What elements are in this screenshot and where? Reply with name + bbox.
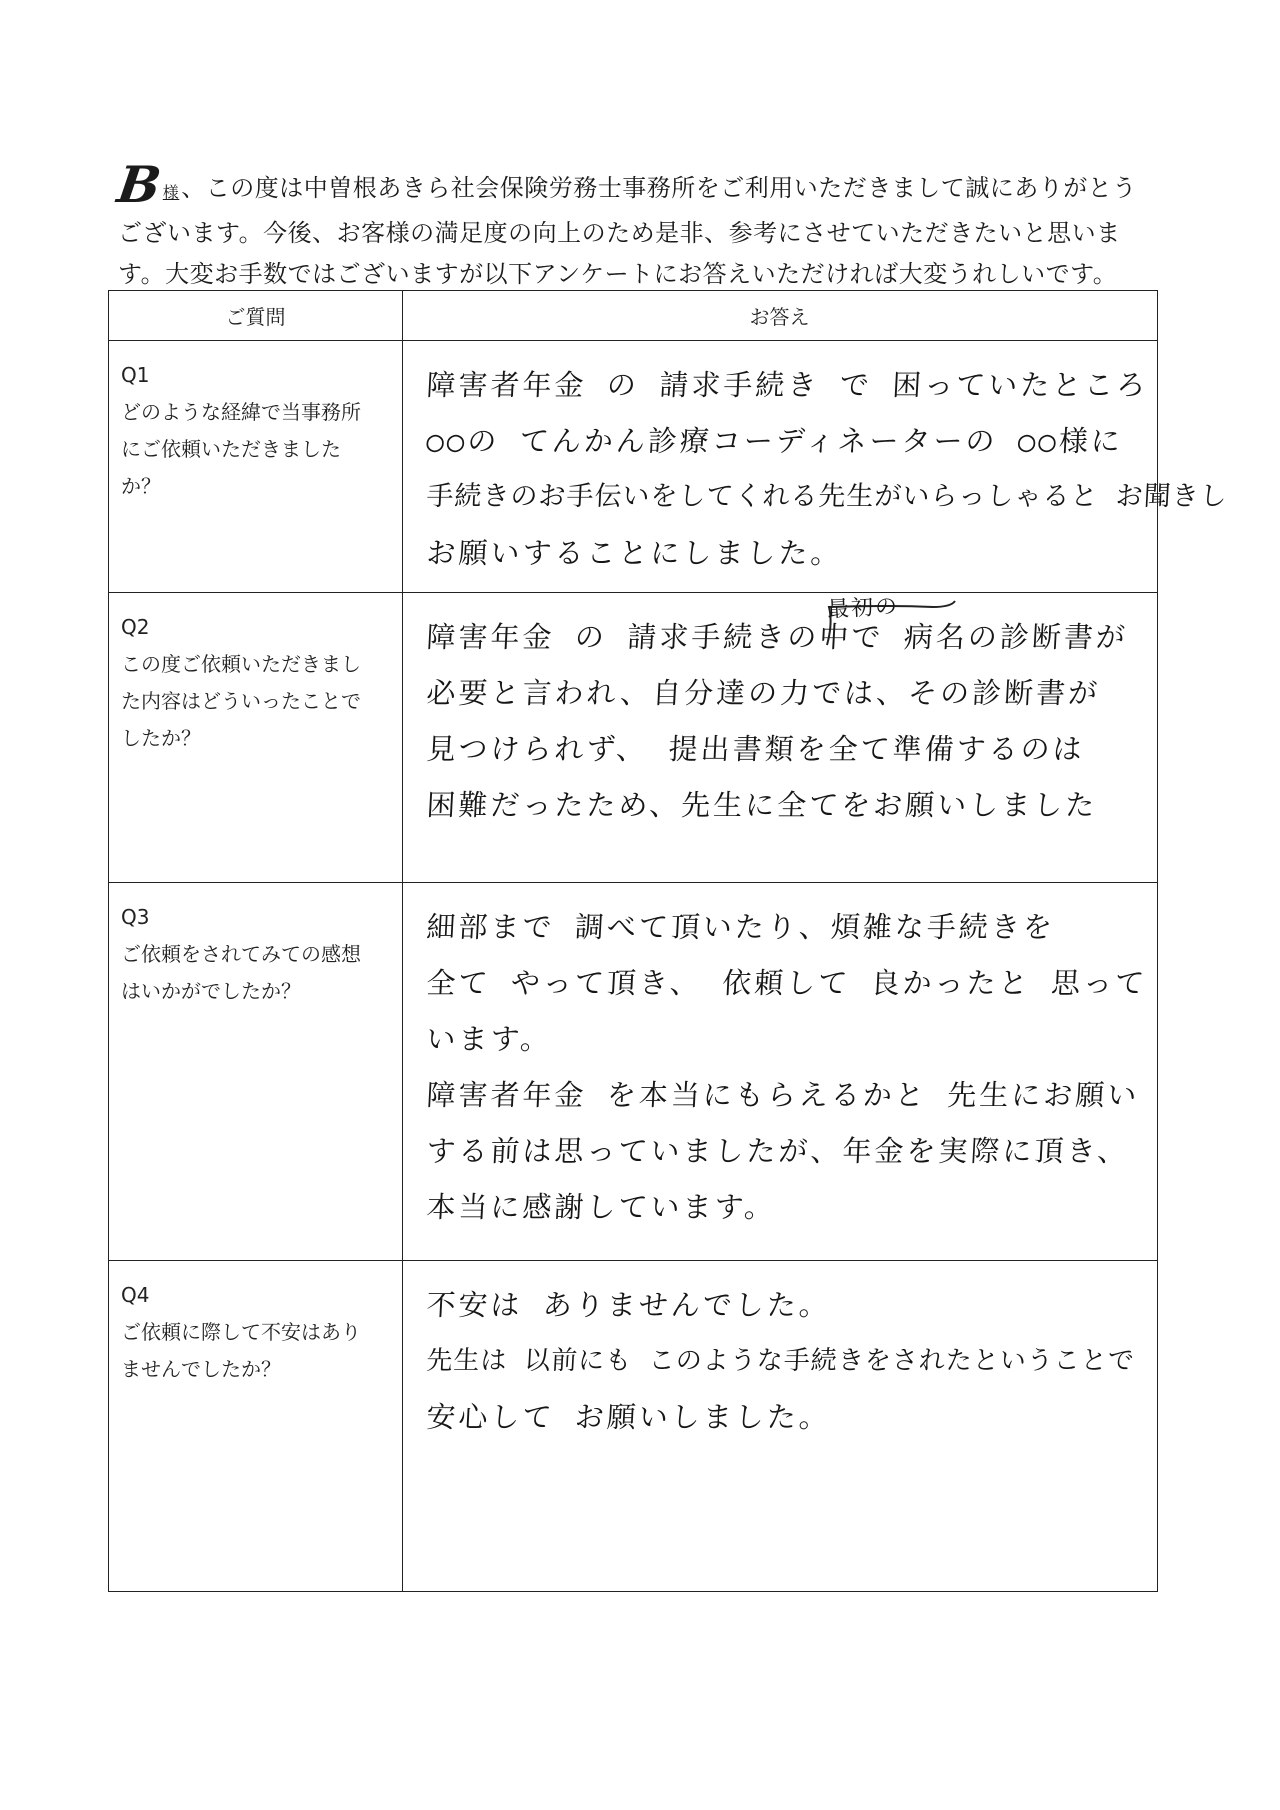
- qa-row-q3: [109, 883, 1157, 1261]
- answer-line: 細部まで 調べて頂いたり、煩雑な手続きを: [425, 910, 1056, 944]
- question-text: この度ご依頼いただきまし た内容はどういったことで したか？: [121, 652, 361, 750]
- honorific: 様: [162, 183, 180, 202]
- answer-line: する前は思っていましたが、年金を実際に頂き、: [425, 1134, 1131, 1168]
- question-text: ご依頼をされてみての感想 はいかがでしたか？: [121, 942, 361, 1003]
- question-cell: [121, 357, 396, 505]
- question-text: ご依頼に際して不安はあり ませんでしたか？: [121, 1320, 361, 1381]
- qa-table: [108, 290, 1229, 1592]
- question-text: どのような経緯で当事務所 にご依頼いただきました か？: [121, 400, 361, 498]
- answer-cell: [425, 899, 1147, 1235]
- intro-line-1: [113, 155, 1138, 214]
- answer-line: 障害者年金 の 請求手続き で 困っていたところ: [425, 368, 1150, 402]
- answer-line: ○○の てんかん診療コーディネーターの ○○様に: [425, 424, 1124, 458]
- answer-line: お願いすることにしました。: [425, 536, 844, 570]
- answer-line: 見つけられず、 提出書類を全て準備するのは: [425, 732, 1086, 766]
- header-question: ご質問: [225, 305, 286, 329]
- answer-line: 先生は 以前にも このような手続きをされたということで: [425, 1346, 1136, 1376]
- answer-line: います。: [425, 1022, 554, 1056]
- answer-line: 困難だったため、先生に全てをお願いしました: [425, 788, 1099, 822]
- question-number: Q4: [121, 1283, 150, 1307]
- qa-row-q1: [109, 341, 1229, 593]
- answer-line: 障害者年金 を本当にもらえるかと 先生にお願い: [425, 1078, 1141, 1112]
- question-number: Q1: [121, 363, 150, 387]
- answer-line: 本当に感謝しています。: [425, 1190, 778, 1224]
- customer-initial: B: [113, 155, 165, 214]
- question-cell: [121, 1277, 396, 1388]
- question-cell: [121, 609, 396, 757]
- qa-row-q4: [109, 1261, 1157, 1593]
- qa-row-q2: [109, 593, 1157, 883]
- answer-line: 必要と言われ、自分達の力では、その診断書が: [425, 676, 1102, 710]
- answer-line: 安心して お願いしました。: [425, 1400, 832, 1434]
- answer-line: 手続きのお手伝いをしてくれる先生がいらっしゃると お聞きし: [425, 481, 1229, 512]
- table-header: [109, 291, 1157, 341]
- question-number: Q3: [121, 905, 150, 929]
- question-cell: [121, 899, 396, 1010]
- intro-paragraph: [113, 155, 1138, 295]
- intro-line-3: す。大変お手数ではございますが以下アンケートにお答えいただければ大変うれしいです。: [118, 260, 1118, 288]
- answer-cell: [425, 594, 1147, 833]
- answer-cell: [425, 357, 1229, 581]
- answer-line: 障害年金 の 請求手続きの中で 病名の診断書が: [425, 620, 1129, 654]
- handwritten-insertion-note: 最初の: [826, 594, 900, 623]
- intro-line-2: ございます。今後、お客様の満足度の向上のため是非、参考にさせていただきたいと思いま: [118, 219, 1121, 247]
- intro-text-1: 、この度は中曽根あきら社会保険労務士事務所をご利用いただきまして誠にありがとう: [181, 174, 1137, 202]
- question-number: Q2: [121, 615, 150, 639]
- answer-line: 不安は ありませんでした。: [425, 1288, 832, 1322]
- answer-line: 全て やって頂き、 依頼して 良かったと 思って: [425, 966, 1149, 1000]
- answer-cell: [425, 1277, 1147, 1445]
- header-answer: お答え: [749, 305, 810, 329]
